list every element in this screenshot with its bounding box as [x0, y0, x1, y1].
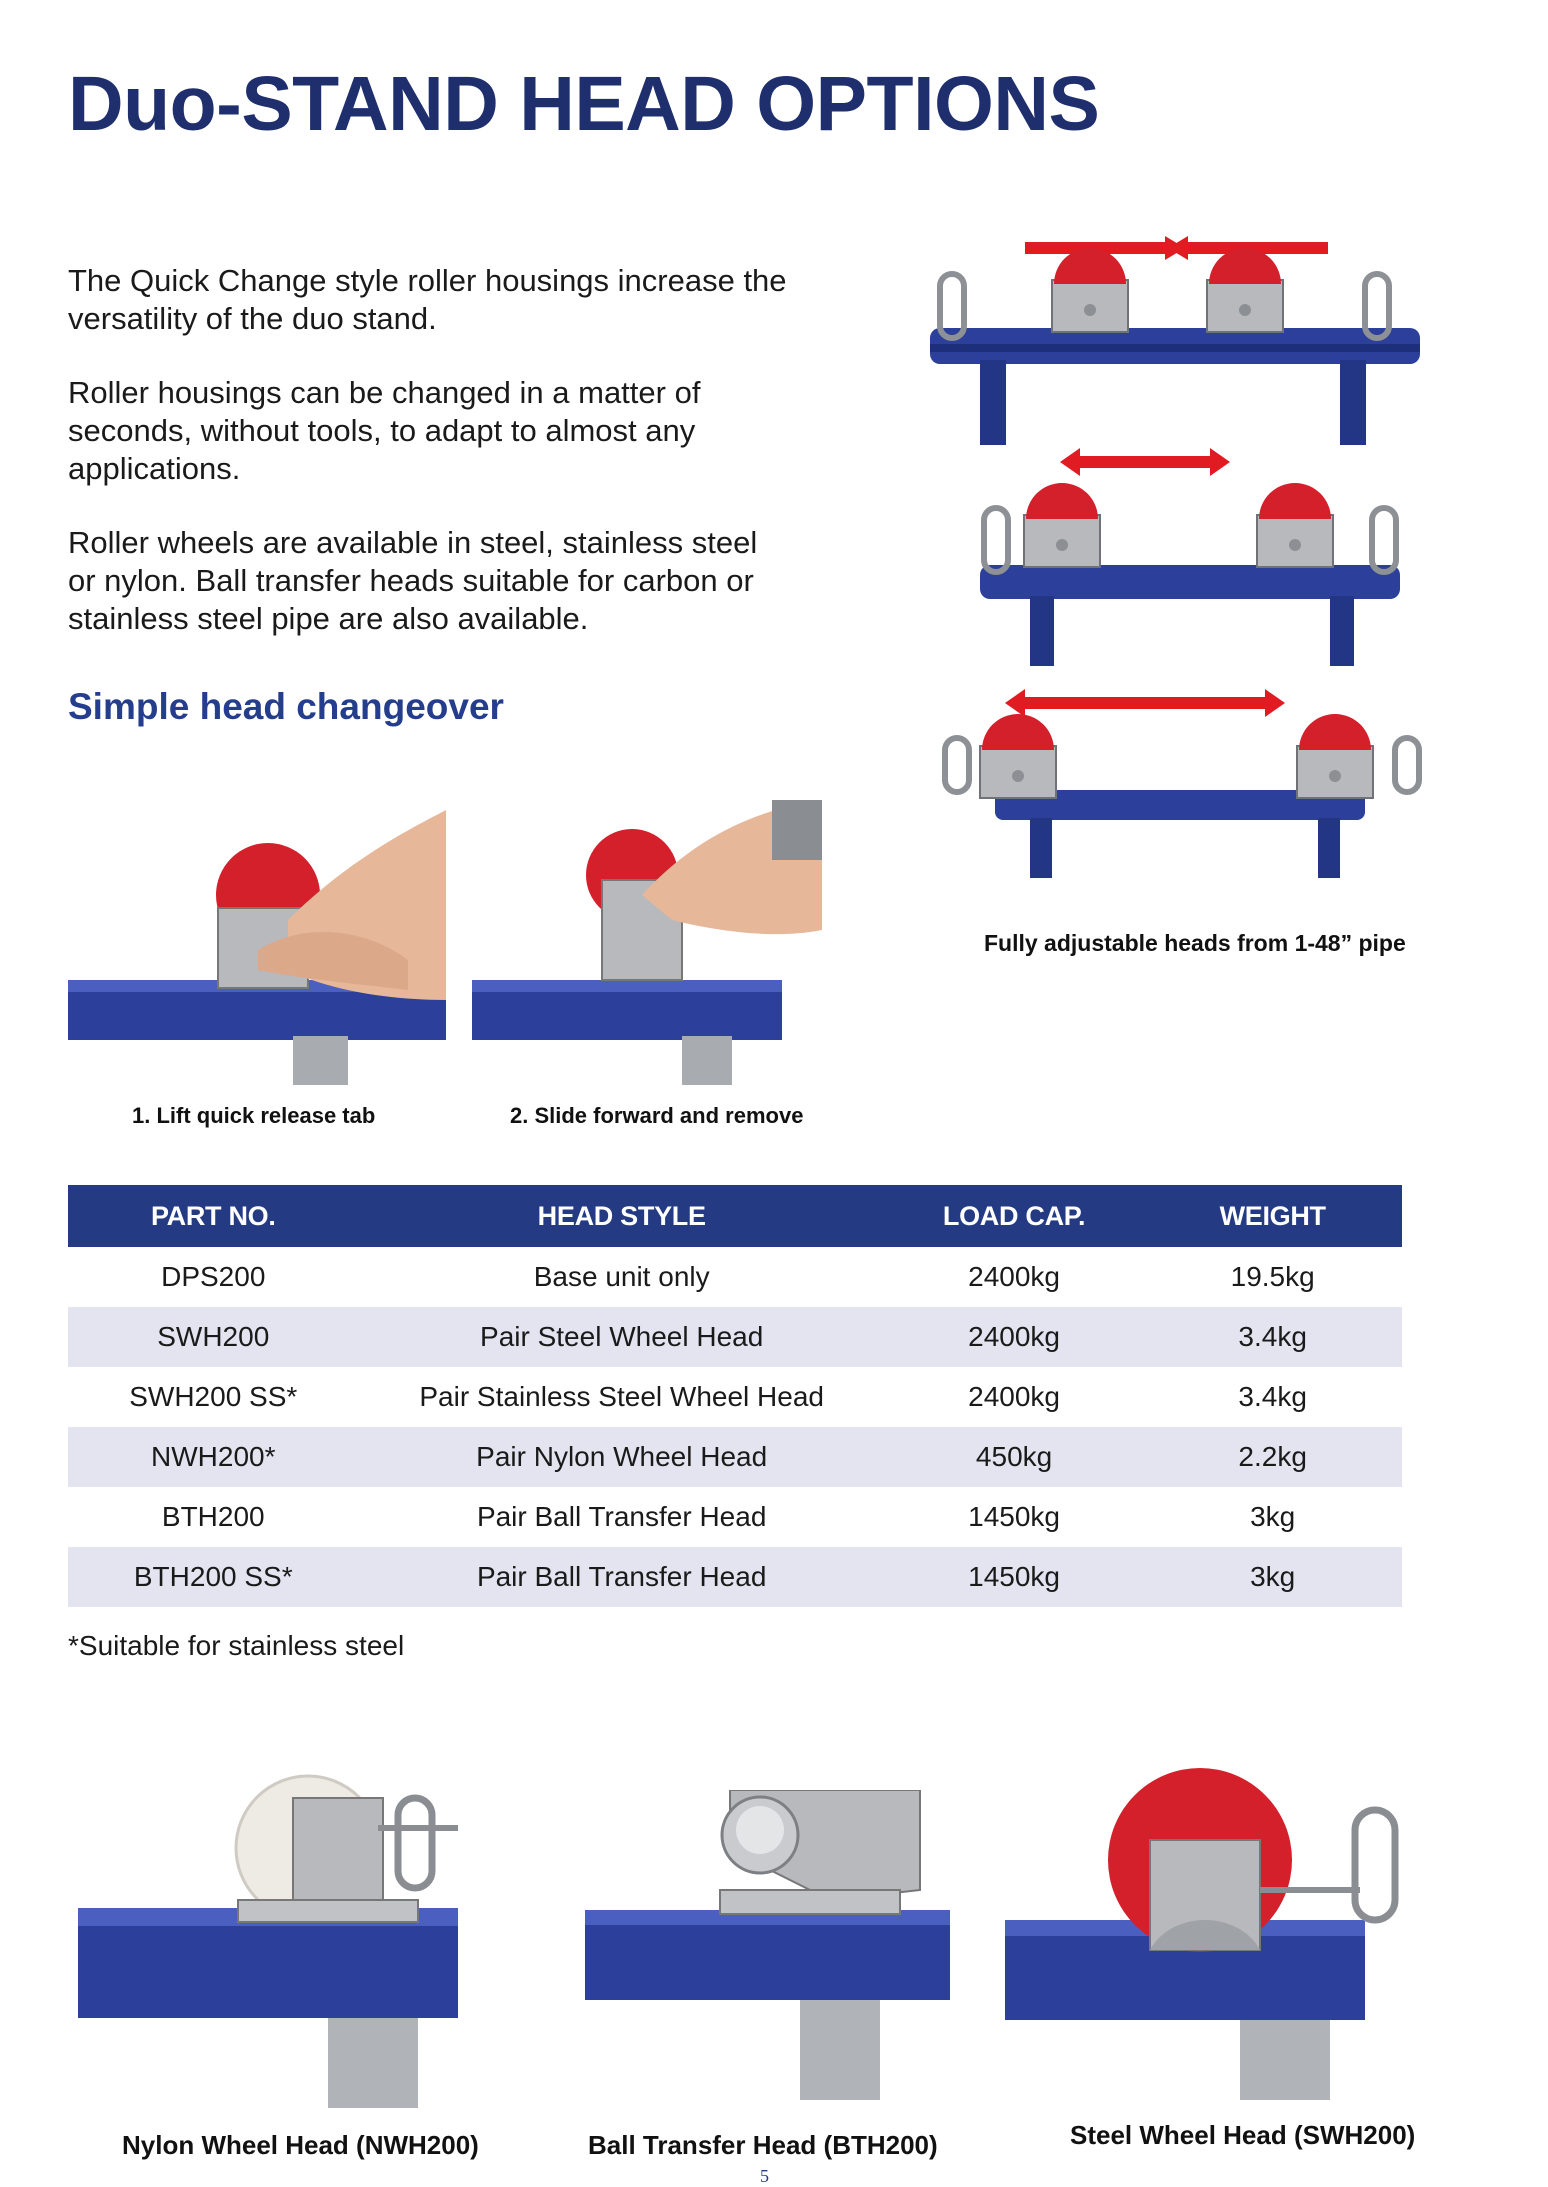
spec-table	[68, 1185, 1402, 1607]
cell-load-cap: 1450kg	[968, 1501, 1061, 1532]
steel-head-photo	[1000, 1760, 1420, 2100]
diagram-close-heads	[930, 236, 1420, 445]
table-row	[68, 1547, 1402, 1607]
section-heading: Simple head changeover	[68, 686, 504, 727]
table-header-row	[68, 1185, 1402, 1247]
table-row	[68, 1427, 1402, 1487]
cell-part-no: DPS200	[161, 1261, 266, 1292]
step1-photo	[68, 800, 446, 1085]
cell-weight: 19.5kg	[1230, 1261, 1315, 1292]
ball-transfer-head-photo	[580, 1790, 950, 2100]
cell-part-no: NWH200*	[68, 1427, 359, 1487]
double-arrow-icon	[1060, 448, 1230, 476]
step2-photo	[472, 800, 822, 1085]
cell-load-cap: 1450kg	[885, 1547, 1144, 1607]
cell-part-no: BTH200	[161, 1501, 265, 1532]
cell-weight: 3kg	[1250, 1501, 1296, 1532]
cell-head-style: Pair Ball Transfer Head	[359, 1547, 885, 1607]
cell-part-no: SWH200	[68, 1307, 359, 1367]
double-arrow-icon	[1005, 689, 1285, 717]
intro-paragraph-1: The Quick Change style roller housings increase the versatility of the duo stand.	[68, 263, 787, 336]
ball-transfer-head-caption: Ball Transfer Head (BTH200)	[588, 2130, 938, 2160]
cell-head-style: Pair Ball Transfer Head	[476, 1501, 767, 1532]
header-part-no: PART NO.	[68, 1185, 359, 1247]
cell-part-no: SWH200 SS*	[129, 1381, 298, 1412]
diagram-medium-heads	[980, 448, 1400, 666]
steel-head-caption: Steel Wheel Head (SWH200)	[1070, 2120, 1416, 2150]
cell-load-cap: 2400kg	[968, 1381, 1061, 1412]
cell-weight: 3.4kg	[1143, 1307, 1402, 1367]
table-row	[68, 1487, 1402, 1547]
adjustable-heads-illustration	[920, 220, 1440, 890]
cell-part-no: BTH200 SS*	[68, 1547, 359, 1607]
cell-head-style: Pair Steel Wheel Head	[359, 1307, 885, 1367]
cell-load-cap: 450kg	[885, 1427, 1144, 1487]
cell-weight: 3kg	[1143, 1547, 1402, 1607]
table-row	[68, 1367, 1402, 1427]
table-row	[68, 1247, 1402, 1307]
cell-weight: 2.2kg	[1143, 1427, 1402, 1487]
step2-caption: 2. Slide forward and remove	[510, 1103, 804, 1128]
nylon-head-photo	[78, 1768, 468, 2108]
cell-head-style: Base unit only	[533, 1261, 710, 1292]
adjustable-caption: Fully adjustable heads from 1-48” pipe	[984, 930, 1406, 956]
cell-load-cap: 2400kg	[885, 1307, 1144, 1367]
header-head-style: HEAD STYLE	[359, 1185, 885, 1247]
cell-head-style: Pair Nylon Wheel Head	[359, 1427, 885, 1487]
intro-text	[68, 262, 788, 674]
page-number: 5	[760, 2166, 769, 2186]
cell-weight: 3.4kg	[1238, 1381, 1307, 1412]
header-weight: WEIGHT	[1143, 1185, 1402, 1247]
footnote: *Suitable for stainless steel	[68, 1630, 405, 1661]
cell-head-style: Pair Stainless Steel Wheel Head	[419, 1381, 824, 1412]
nylon-head-caption: Nylon Wheel Head (NWH200)	[122, 2130, 479, 2160]
page-title: Duo-STAND HEAD OPTIONS	[68, 61, 1100, 147]
diagram-wide-heads	[945, 689, 1419, 878]
header-load-cap: LOAD CAP.	[885, 1185, 1144, 1247]
intro-paragraph-3: Roller wheels are available in steel, stainless steel or nylon. Ball transfer heads suitable for carbon or stainless steel pipe are also available.	[68, 525, 758, 636]
intro-paragraph-2: Roller housings can be changed in a matter of seconds, without tools, to adapt to almost any applications.	[68, 375, 701, 486]
cell-load-cap: 2400kg	[968, 1261, 1061, 1292]
table-row	[68, 1307, 1402, 1367]
step1-caption: 1. Lift quick release tab	[132, 1103, 376, 1128]
